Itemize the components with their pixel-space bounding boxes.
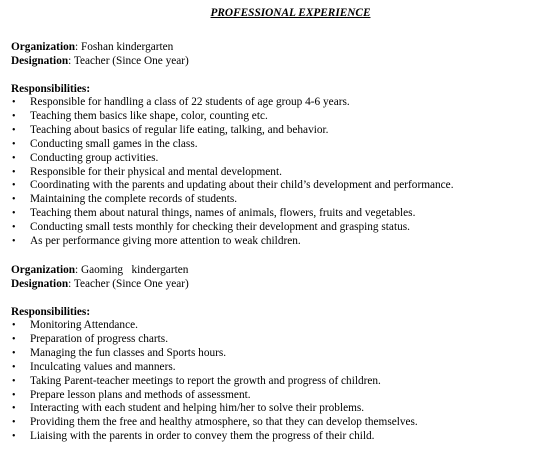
- list-item: [11, 124, 530, 138]
- list-item-text: Responsible for handling a class of 22 students of age group 4-6 years.: [30, 96, 350, 108]
- responsibilities-heading: Responsibilities:: [11, 83, 91, 95]
- experience-block-2: [11, 263, 530, 444]
- bullet-icon: •: [12, 138, 16, 150]
- list-item: [11, 138, 530, 152]
- experience-block-1: [11, 40, 530, 249]
- list-item: [11, 193, 530, 207]
- designation-label: Designation: [11, 55, 69, 67]
- organization-label: Organization: [11, 263, 76, 276]
- organization-value: : Gaoming kindergarten: [75, 263, 189, 276]
- designation-label: Designation: [11, 277, 69, 290]
- list-item-text: Taking Parent-teacher meetings to report the growth and progress of children.: [30, 374, 381, 387]
- list-item-text: Liaising with the parents in order to convey them the progress of their child.: [30, 430, 375, 443]
- list-item-text: Teaching them basics like shape, color, counting etc.: [30, 109, 268, 122]
- bullet-icon: •: [12, 124, 16, 136]
- list-item-text: Prepare lesson plans and methods of assessment.: [30, 388, 251, 401]
- bullet-icon: •: [12, 194, 16, 206]
- designation-value: : Teacher (Since One year): [68, 55, 189, 67]
- list-item: [11, 221, 530, 235]
- list-item-text: Providing them the free and healthy atmosphere, so that they can develop themselves.: [30, 416, 418, 429]
- list-item-text: Conducting small tests monthly for checking their development and grasping status.: [30, 221, 410, 234]
- bullet-icon: •: [12, 208, 16, 220]
- list-item: [11, 235, 530, 249]
- list-item: [11, 389, 530, 403]
- list-item: [11, 347, 530, 361]
- list-item: [11, 152, 530, 166]
- list-item: [11, 166, 530, 180]
- organization-line: [11, 263, 530, 277]
- list-item-text: Managing the fun classes and Sports hours.: [30, 346, 227, 359]
- bullet-icon: •: [12, 431, 16, 443]
- spacer: [11, 249, 530, 263]
- bullet-icon: •: [12, 152, 16, 164]
- spacer: [11, 291, 530, 305]
- list-item-text: Inculcating values and manners.: [30, 360, 176, 373]
- bullet-icon: •: [12, 110, 16, 122]
- list-item: [11, 110, 530, 124]
- bullet-icon: •: [12, 403, 16, 415]
- list-item-text: Coordinating with the parents and updating about their child’s development and performance.: [30, 179, 454, 192]
- bullet-icon: •: [12, 222, 16, 234]
- organization-value: : Foshan kindergarten: [75, 41, 174, 53]
- list-item: [11, 361, 530, 375]
- list-item-text: Preparation of progress charts.: [30, 332, 169, 345]
- list-item: [11, 402, 530, 416]
- spacer: [11, 68, 530, 82]
- bullet-icon: •: [12, 417, 16, 429]
- list-item: [11, 319, 530, 333]
- responsibilities-list: [11, 96, 530, 249]
- list-item: [11, 430, 530, 444]
- list-item: [11, 416, 530, 430]
- list-item-text: Maintaining the complete records of students.: [30, 193, 238, 206]
- list-item-text: Teaching about basics of regular life eating, talking, and behavior.: [30, 123, 329, 136]
- list-item-text: Teaching them about natural things, names of animals, flowers, fruits and vegetables.: [30, 207, 416, 220]
- bullet-icon: •: [12, 361, 16, 373]
- bullet-icon: •: [12, 347, 16, 359]
- designation-line: [11, 54, 530, 68]
- responsibilities-list: [11, 319, 530, 444]
- list-item-text: Conducting group activities.: [30, 151, 159, 164]
- list-item: [11, 96, 530, 110]
- organization-label: Organization: [11, 41, 76, 53]
- responsibilities-heading: Responsibilities:: [11, 305, 91, 318]
- list-item: [11, 333, 530, 347]
- bullet-icon: •: [12, 389, 16, 401]
- bullet-icon: •: [12, 319, 16, 331]
- list-item: [11, 207, 530, 221]
- bullet-icon: •: [12, 97, 16, 108]
- organization-line: [11, 40, 530, 54]
- list-item-text: Monitoring Attendance.: [30, 318, 138, 331]
- list-item-text: Responsible for their physical and mental development.: [30, 165, 282, 178]
- list-item: [11, 179, 530, 193]
- list-item-text: Interacting with each student and helping him/her to solve their problems.: [30, 402, 365, 415]
- section-heading: PROFESSIONAL EXPERIENCE: [210, 7, 371, 19]
- bullet-icon: •: [12, 375, 16, 387]
- list-item-text: As per performance giving more attention to weak children.: [30, 235, 301, 248]
- list-item: [11, 375, 530, 389]
- bullet-icon: •: [12, 180, 16, 192]
- list-item-text: Conducting small games in the class.: [30, 137, 198, 150]
- bullet-icon: •: [12, 166, 16, 178]
- bullet-icon: •: [12, 236, 16, 248]
- designation-value: : Teacher (Since One year): [68, 277, 189, 290]
- designation-line: [11, 277, 530, 291]
- bullet-icon: •: [12, 333, 16, 345]
